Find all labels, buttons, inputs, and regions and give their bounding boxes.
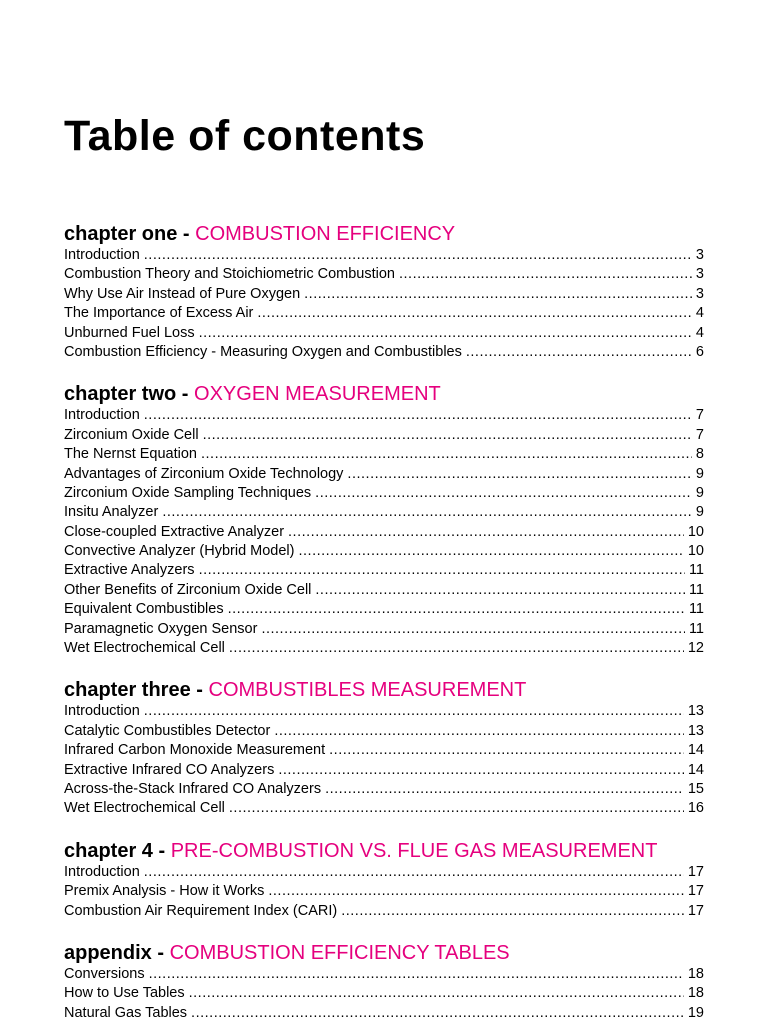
chapter-label: chapter three xyxy=(64,679,191,702)
section-spacer xyxy=(64,819,704,839)
toc-entry-page: 17 xyxy=(687,863,704,880)
toc-entry-title: Premix Analysis - How it Works xyxy=(64,883,265,900)
toc-section-chapter-three xyxy=(64,678,704,818)
toc-entry-title: Wet Electrochemical Cell xyxy=(64,800,225,817)
toc-entry[interactable] xyxy=(64,304,704,323)
toc-entry[interactable] xyxy=(64,465,704,484)
toc-entry-title: Extractive Infrared CO Analyzers xyxy=(64,761,275,778)
toc-entry-title: Close-coupled Extractive Analyzer xyxy=(64,523,285,540)
toc-entry-title: Across-the-Stack Infrared CO Analyzers xyxy=(64,780,322,797)
toc-entry-page: 11 xyxy=(688,601,704,618)
chapter-heading xyxy=(64,941,704,965)
toc-entry-title: Infrared Carbon Monoxide Measurement xyxy=(64,742,326,759)
dot-leader xyxy=(229,639,684,658)
toc-entry[interactable] xyxy=(64,246,704,265)
toc-entry[interactable] xyxy=(64,761,704,780)
chapter-subject: OXYGEN MEASUREMENT xyxy=(194,383,441,406)
toc-entry[interactable] xyxy=(64,863,704,882)
toc-entry-title: Zirconium Oxide Cell xyxy=(64,426,199,443)
toc-entry-page: 3 xyxy=(695,247,704,263)
toc-entry-page: 10 xyxy=(687,543,704,560)
toc-entry[interactable] xyxy=(64,984,704,1003)
toc-entry-page: 9 xyxy=(695,484,704,501)
toc-entry-page: 18 xyxy=(687,965,704,982)
page-title: Table of contents xyxy=(64,112,426,160)
toc-entry-page: 9 xyxy=(695,504,704,521)
toc-entry-page: 11 xyxy=(688,562,704,579)
toc-entry-title: Convective Analyzer (Hybrid Model) xyxy=(64,543,295,560)
toc-entry-title: Introduction xyxy=(64,247,140,263)
dot-leader xyxy=(315,484,692,503)
dot-leader xyxy=(191,1004,684,1023)
toc-entry-list xyxy=(64,702,704,818)
toc-entry-title: Why Use Air Instead of Pure Oxygen xyxy=(64,285,301,302)
toc-entry[interactable] xyxy=(64,445,704,464)
toc-entry-list xyxy=(64,965,704,1023)
toc-section-chapter-4 xyxy=(64,839,704,921)
toc-entry[interactable] xyxy=(64,581,704,600)
toc-entry-title: Conversions xyxy=(64,965,145,982)
toc-entry-title: Introduction xyxy=(64,703,140,720)
chapter-heading xyxy=(64,222,704,246)
toc-entry-title: Combustion Theory and Stoichiometric Combustion xyxy=(64,266,395,283)
toc-entry-page: 13 xyxy=(687,722,704,739)
dot-leader xyxy=(228,600,685,619)
toc-entry[interactable] xyxy=(64,965,704,984)
toc-entry-title: Zirconium Oxide Sampling Techniques xyxy=(64,484,312,501)
dot-leader xyxy=(298,542,683,561)
toc-entry-list xyxy=(64,406,704,658)
dot-leader xyxy=(261,620,685,639)
toc-entry-page: 14 xyxy=(687,742,704,759)
chapter-separator: - xyxy=(152,839,171,862)
dot-leader xyxy=(162,503,692,522)
toc-entry[interactable] xyxy=(64,406,704,425)
toc-entry-page: 7 xyxy=(695,426,704,443)
toc-entry-page: 11 xyxy=(688,581,704,598)
chapter-label: appendix xyxy=(64,941,152,964)
toc-entry[interactable] xyxy=(64,484,704,503)
toc-entry-page: 3 xyxy=(695,285,704,302)
toc-section-appendix xyxy=(64,941,704,1023)
chapter-separator: - xyxy=(177,223,196,245)
toc-entry-page: 4 xyxy=(695,324,704,341)
toc-entry[interactable] xyxy=(64,600,704,619)
toc-entry-page: 13 xyxy=(687,703,704,720)
toc-entry[interactable] xyxy=(64,426,704,445)
chapter-subject: COMBUSTIBLES MEASUREMENT xyxy=(208,679,527,702)
toc-entry[interactable] xyxy=(64,561,704,580)
toc-entry-list xyxy=(64,863,704,921)
section-spacer xyxy=(64,921,704,941)
toc-entry[interactable] xyxy=(64,343,704,362)
dot-leader xyxy=(347,465,692,484)
toc-entry-title: Natural Gas Tables xyxy=(64,1004,188,1021)
chapter-label: chapter one xyxy=(64,223,178,245)
toc-entry-title: Insitu Analyzer xyxy=(64,504,159,521)
toc-entry-list xyxy=(64,246,704,362)
dot-leader xyxy=(325,780,684,799)
toc-entry[interactable] xyxy=(64,265,704,284)
chapter-heading xyxy=(64,382,704,406)
dot-leader xyxy=(199,561,685,580)
chapter-label: chapter 4 xyxy=(64,839,153,862)
toc-entry[interactable] xyxy=(64,702,704,721)
dot-leader xyxy=(203,426,692,445)
toc-entry[interactable] xyxy=(64,1004,704,1023)
toc-entry-title: Unburned Fuel Loss xyxy=(64,324,195,341)
chapter-separator: - xyxy=(151,941,170,964)
dot-leader xyxy=(304,285,692,304)
toc-entry-page: 14 xyxy=(687,761,704,778)
toc-section-chapter-two xyxy=(64,382,704,658)
toc-entry-page: 4 xyxy=(695,305,704,322)
toc-entry-title: Advantages of Zirconium Oxide Technology xyxy=(64,465,344,482)
toc-entry-title: How to Use Tables xyxy=(64,985,185,1002)
toc-entry-page: 8 xyxy=(695,446,704,463)
toc-entry-page: 12 xyxy=(687,640,704,657)
chapter-separator: - xyxy=(176,383,195,406)
toc-entry[interactable] xyxy=(64,882,704,901)
toc-entry[interactable] xyxy=(64,285,704,304)
toc-entry-title: Other Benefits of Zirconium Oxide Cell xyxy=(64,581,312,598)
chapter-heading xyxy=(64,839,704,863)
dot-leader xyxy=(278,761,684,780)
dot-leader xyxy=(144,863,684,882)
dot-leader xyxy=(288,523,684,542)
dot-leader xyxy=(189,984,684,1003)
toc-entry-page: 7 xyxy=(695,407,704,424)
dot-leader xyxy=(201,445,692,464)
toc-entry-title: Combustion Efficiency - Measuring Oxygen and Combustibles xyxy=(64,343,462,360)
toc-entry-title: Equivalent Combustibles xyxy=(64,601,224,618)
section-spacer xyxy=(64,658,704,678)
toc-entry[interactable] xyxy=(64,639,704,658)
toc-entry-page: 19 xyxy=(687,1004,704,1021)
dot-leader xyxy=(274,722,684,741)
toc-section-chapter-one xyxy=(64,222,704,362)
toc-entry-title: The Nernst Equation xyxy=(64,446,197,463)
toc-entry-title: Wet Electrochemical Cell xyxy=(64,640,225,657)
dot-leader xyxy=(268,882,684,901)
dot-leader xyxy=(257,304,692,323)
chapter-separator: - xyxy=(190,679,209,702)
chapter-subject: COMBUSTION EFFICIENCY TABLES xyxy=(169,941,510,964)
chapter-heading xyxy=(64,678,704,702)
toc-entry[interactable] xyxy=(64,799,704,818)
toc-entry-title: Introduction xyxy=(64,407,140,424)
toc-entry-page: 16 xyxy=(687,800,704,817)
dot-leader xyxy=(149,965,684,984)
toc-entry[interactable] xyxy=(64,523,704,542)
dot-leader xyxy=(144,702,684,721)
toc-entry-page: 18 xyxy=(687,985,704,1002)
toc-entry-title: Extractive Analyzers xyxy=(64,562,195,579)
chapter-subject: PRE-COMBUSTION VS. FLUE GAS MEASUREMENT xyxy=(170,839,658,862)
dot-leader xyxy=(199,324,692,343)
dot-leader xyxy=(144,246,692,265)
section-spacer xyxy=(64,362,704,382)
toc-entry-title: Paramagnetic Oxygen Sensor xyxy=(64,620,258,637)
toc-entry-title: Catalytic Combustibles Detector xyxy=(64,722,271,739)
toc-entry-title: The Importance of Excess Air xyxy=(64,305,254,322)
toc-entry-page: 11 xyxy=(688,620,704,637)
toc-entry-title: Combustion Air Requirement Index (CARI) xyxy=(64,902,338,919)
dot-leader xyxy=(329,741,684,760)
dot-leader xyxy=(229,799,684,818)
chapter-label: chapter two xyxy=(64,383,177,406)
toc-entry-page: 6 xyxy=(695,343,704,360)
toc-entry-page: 17 xyxy=(687,902,704,919)
toc-entry[interactable] xyxy=(64,620,704,639)
dot-leader xyxy=(399,265,692,284)
dot-leader xyxy=(144,406,692,425)
dot-leader xyxy=(315,581,685,600)
toc-entry-page: 15 xyxy=(687,780,704,797)
toc-entry-page: 3 xyxy=(695,266,704,283)
toc-entry[interactable] xyxy=(64,741,704,760)
toc-entry[interactable] xyxy=(64,324,704,343)
toc-entry[interactable] xyxy=(64,503,704,522)
toc-entry-page: 9 xyxy=(695,465,704,482)
toc-entry-page: 10 xyxy=(687,523,704,540)
toc-entry-title: Introduction xyxy=(64,863,140,880)
toc-entry-page: 17 xyxy=(687,883,704,900)
toc-entry[interactable] xyxy=(64,542,704,561)
toc-entry[interactable] xyxy=(64,780,704,799)
toc-sections xyxy=(64,222,704,1023)
dot-leader xyxy=(341,902,684,921)
dot-leader xyxy=(466,343,692,362)
toc-entry[interactable] xyxy=(64,902,704,921)
chapter-subject: COMBUSTION EFFICIENCY xyxy=(195,223,456,245)
toc-entry[interactable] xyxy=(64,722,704,741)
